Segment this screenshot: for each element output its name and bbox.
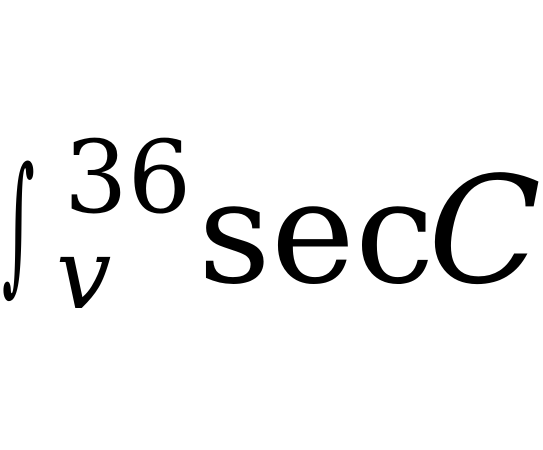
upper-limit: 36: [64, 119, 192, 236]
function-name: sec: [198, 151, 435, 316]
function-argument: C: [428, 145, 542, 317]
integral-sign: ∫: [2, 136, 35, 310]
lower-limit: v: [56, 218, 112, 332]
